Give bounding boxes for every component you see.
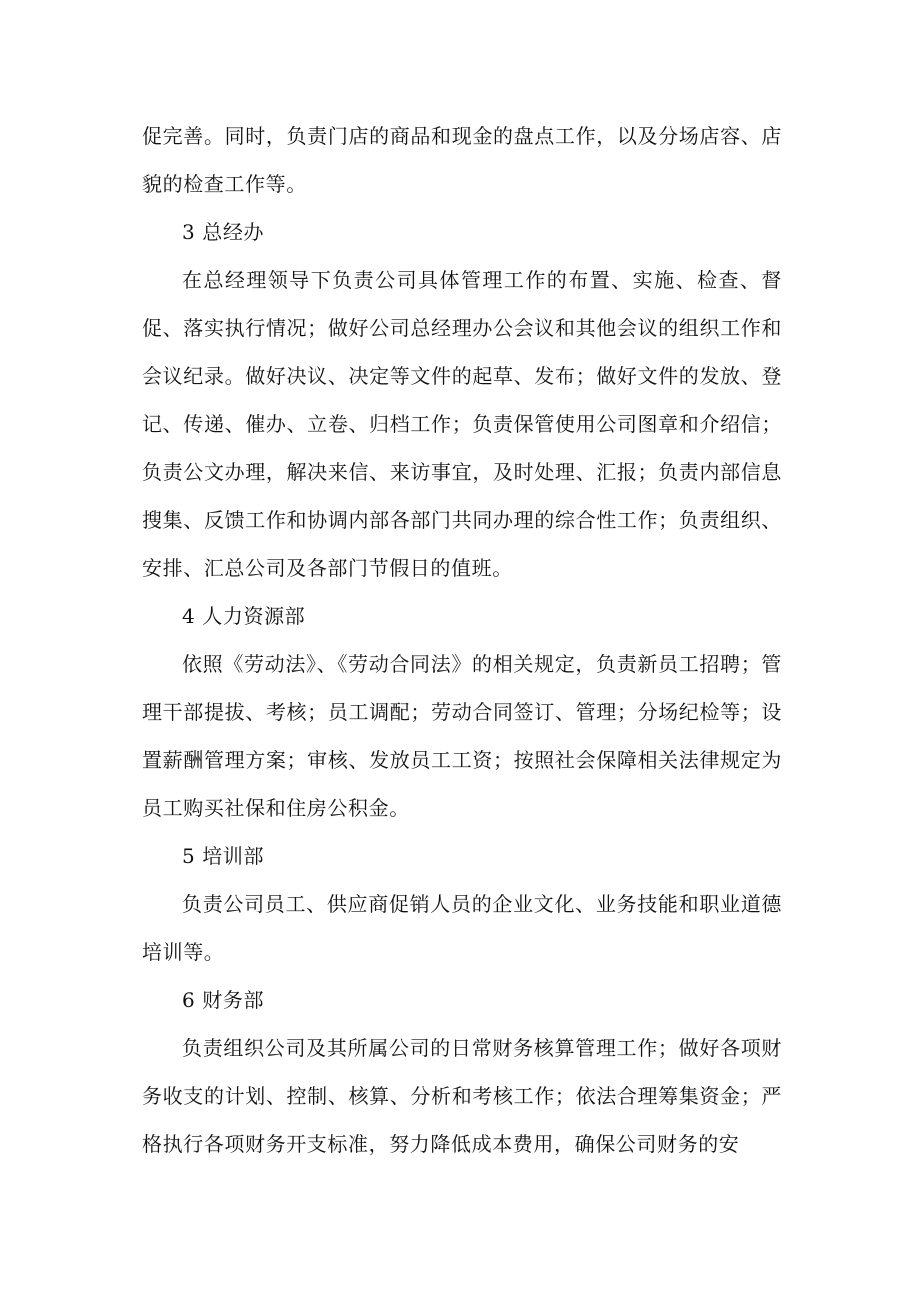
paragraph-training: 负责公司员工、供应商促销人员的企业文化、业务技能和职业道德培训等。 [142, 892, 782, 964]
paragraph-continued: 促完善。同时，负责门店的商品和现金的盘点工作，以及分场店容、店貌的检查工作等。 [142, 124, 782, 196]
document-body [142, 112, 782, 1168]
section-heading-hr: 4 人力资源部 [182, 604, 306, 628]
section-heading-training: 5 培训部 [182, 844, 265, 868]
paragraph-general-office: 在总经理领导下负责公司具体管理工作的布置、实施、检查、督促、落实执行情况；做好公司总经理办公会议和其他会议的组织工作和会议纪录。做好决议、决定等文件的起草、发布；做好文件的发放、登记、传递、催办、立卷、归档工作；负责保管使用公司图章和介绍信；负责公文办理，解决来信、来访事宜，及时处理、汇报；负责内部信息搜集、反馈工作和协调内部各部门共同办理的综合性工作；负责组织、安排、汇总公司及各部门节假日的值班。 [142, 268, 782, 580]
section-heading-general-office: 3 总经办 [182, 220, 265, 244]
section-heading-finance: 6 财务部 [182, 988, 265, 1012]
paragraph-hr: 依照《劳动法》、《劳动合同法》的相关规定，负责新员工招聘；管理干部提拔、考核；员工调配；劳动合同签订、管理；分场纪检等；设置薪酬管理方案；审核、发放员工工资；按照社会保障相关法律规定为员工购买社保和住房公积金。 [142, 652, 782, 820]
paragraph-finance: 负责组织公司及其所属公司的日常财务核算管理工作；做好各项财务收支的计划、控制、核算、分析和考核工作；依法合理筹集资金；严格执行各项财务开支标准，努力降低成本费用，确保公司财务的安 [142, 1036, 782, 1156]
